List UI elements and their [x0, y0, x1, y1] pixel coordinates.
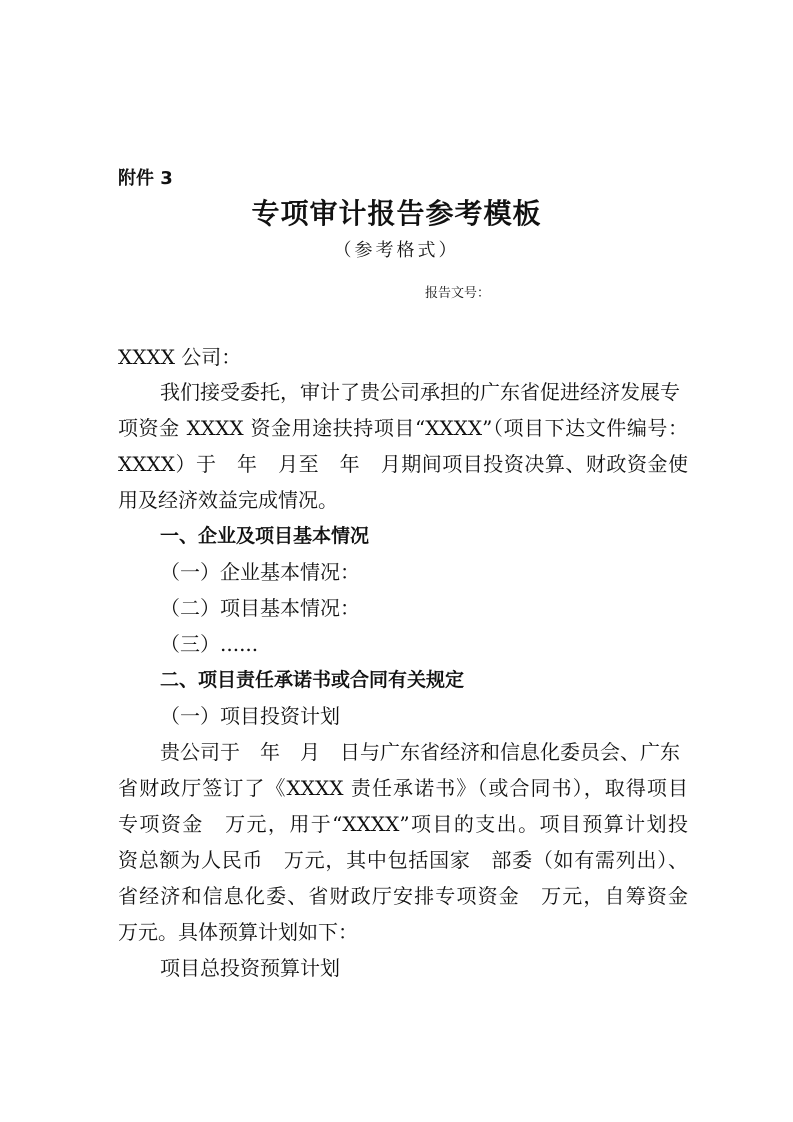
salutation: XXXX 公司：	[118, 345, 242, 369]
document-title: 专项审计报告参考模板	[251, 197, 542, 230]
paragraph-line: 省财政厅签订了《XXXX 责任承诺书》（或合同书），取得项目	[118, 776, 688, 800]
attachment-label: 附件 3	[118, 168, 173, 189]
intro-line: 用及经济效益完成情况。	[118, 488, 338, 512]
intro-line: 我们接受委托，审计了贵公司承担的广东省促进经济发展专	[160, 380, 680, 404]
paragraph-line: 万元。具体预算计划如下：	[118, 920, 358, 944]
report-number-label: 报告文号：	[425, 286, 491, 301]
subsection-heading: （一）项目投资计划	[160, 704, 340, 728]
intro-line: XXXX）于 年 月至 年 月期间项目投资决算、财政资金使	[118, 452, 688, 476]
section-heading: 二、项目责任承诺书或合同有关规定	[160, 669, 465, 691]
section-item: （一）企业基本情况：	[160, 560, 360, 584]
document-subtitle: （参考格式）	[333, 240, 460, 261]
section-heading: 一、企业及项目基本情况	[160, 525, 370, 547]
table-caption: 项目总投资预算计划	[160, 956, 340, 980]
section-item: （三）......	[160, 632, 259, 656]
intro-line: 项资金 XXXX 资金用途扶持项目“XXXX”（项目下达文件编号：	[118, 416, 688, 440]
paragraph-line: 资总额为人民币 万元，其中包括国家 部委（如有需列出）、	[118, 848, 688, 872]
paragraph-line: 贵公司于 年 月 日与广东省经济和信息化委员会、广东	[160, 740, 680, 764]
section-item: （二）项目基本情况：	[160, 596, 360, 620]
paragraph-line: 省经济和信息化委、省财政厅安排专项资金 万元，自筹资金	[118, 884, 688, 908]
paragraph-line: 专项资金 万元，用于“XXXX”项目的支出。项目预算计划投	[118, 812, 688, 836]
